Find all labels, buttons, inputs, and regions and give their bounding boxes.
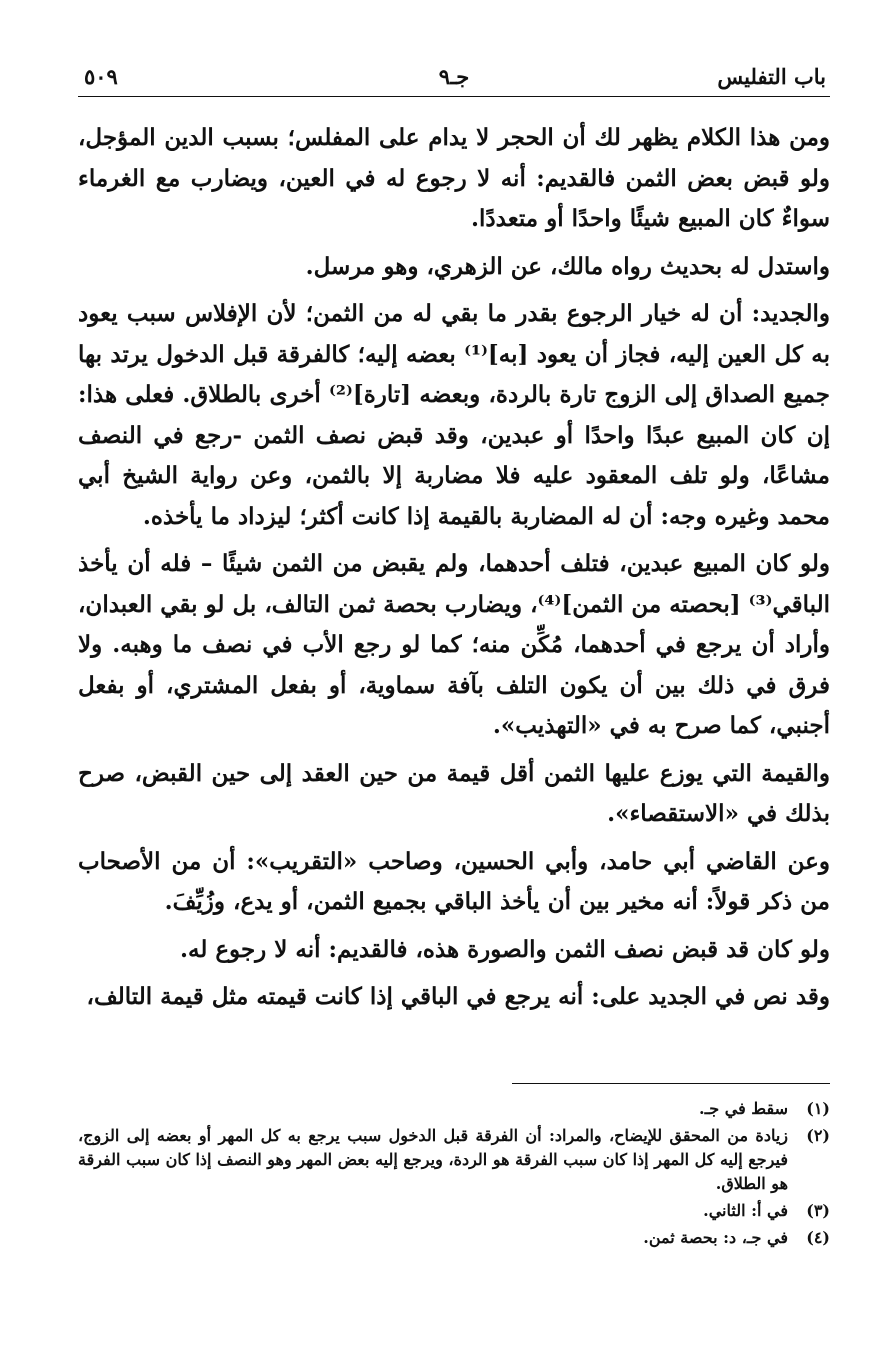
footnote-number: (٤) (806, 1228, 830, 1247)
running-header (78, 62, 830, 97)
volume-label: جـ٩ (438, 64, 470, 89)
paragraph: وعن القاضي أبي حامد، وأبي الحسين، وصاحب «التقريب»: أن من الأصحاب من ذكر قولاً: أنه مخير بين أن يأخذ الباقي بجميع الثمن، أو يدع، وزُيِّفَ. (78, 847, 830, 915)
footnote-number: (٢) (806, 1126, 830, 1145)
footnote-number: (٣) (806, 1201, 830, 1220)
paragraph: والقيمة التي يوزع عليها الثمن أقل قيمة من حين العقد إلى حين القبض، صرح بذلك في «الاستقصاء». (78, 759, 830, 827)
footnote (78, 1226, 830, 1250)
footnote-text: زيادة من المحقق للإيضاح، والمراد: أن الفرقة قبل الدخول سبب يرجع به كل المهر أو بعضه إلى الزوج، فيرجع إليه كل المهر إذا كان سبب الفرقة هو الردة، ويرجع إليه بعض المهر وهو النصف إذا كان سبب الفرقة هو الطلاق. (78, 1126, 788, 1193)
paragraph: وقد نص في الجديد على: أنه يرجع في الباقي إذا كانت قيمته مثل قيمة التالف، (86, 983, 830, 1010)
main-text (78, 118, 830, 1025)
document-page (78, 0, 830, 1371)
paragraph: ولو كان المبيع عبدين، فتلف أحدهما، ولم يقبض من الثمن شيئًا – فله أن يأخذ الباقي⁽³⁾ [بحصته من الثمن]⁽⁴⁾، ويضارب بحصة ثمن التالف، بل لو بقي العبدان، وأراد أن يرجع في أحدهما، مُكِّن منه؛ كما لو رجع الأب في نصف ما وهبه. ولا فرق في ذلك بين أن يكون التلف بآفة سماوية، أو بفعل المشتري، أو بفعل أجنبي، كما صرح به في «التهذيب». (78, 550, 830, 739)
footnotes (78, 1097, 830, 1253)
footnote-text: في جـ، د: بحصة ثمن. (643, 1228, 788, 1247)
paragraph: واستدل له بحديث رواه مالك، عن الزهري، وهو مرسل. (305, 252, 830, 280)
footnote (78, 1199, 830, 1223)
footnote (78, 1124, 830, 1196)
footnote (78, 1097, 830, 1121)
footnote-number: (١) (806, 1099, 830, 1118)
paragraph: والجديد: أن له خيار الرجوع بقدر ما بقي له من الثمن؛ لأن الإفلاس سبب يعود به كل العين إليه، فجاز أن يعود [به]⁽¹⁾ بعضه إليه؛ كالفرقة قبل الدخول يرتد بها جميع الصداق إلى الزوج تارة بالردة، وبعضه [تارة]⁽²⁾ أخرى بالطلاق. فعلى هذا: إن كان المبيع عبدًا واحدًا أو عبدين، وقد قبض نصف الثمن -رجع في النصف مشاعًا، ولو تلف المعقود عليه فلا مضاربة إلا بالثمن، وعن رواية الشيخ أبي محمد وغيره وجه: أن له المضاربة بالقيمة إذا كانت أكثر؛ ليزداد ما يأخذه. (78, 300, 830, 530)
footnote-text: سقط في جـ. (699, 1099, 788, 1118)
paragraph: ولو كان قد قبض نصف الثمن والصورة هذه، فالقديم: أنه لا رجوع له. (179, 935, 830, 963)
paragraph: ومن هذا الكلام يظهر لك أن الحجر لا يدام على المفلس؛ بسبب الدين المؤجل، ولو قبض بعض الثمن فالقديم: أنه لا رجوع له في العين، ويضارب مع الغرماء سواءٌ كان المبيع شيئًا واحدًا أو متعددًا. (78, 124, 830, 232)
chapter-title: باب التفليس (717, 64, 826, 89)
footnote-text: في أ: الثاني. (703, 1201, 788, 1220)
footnote-separator (512, 1083, 830, 1084)
page-number: ٥٠٩ (84, 64, 118, 89)
